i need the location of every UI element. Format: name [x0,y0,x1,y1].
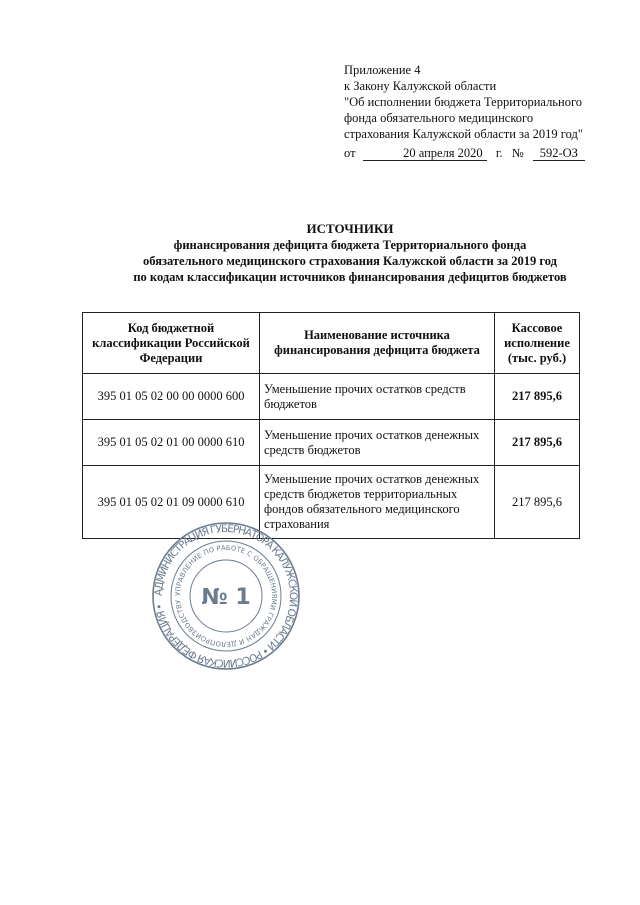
appendix-line: страхования Калужской области за 2019 год" [344,127,583,141]
page-title: ИСТОЧНИКИ [306,221,394,236]
cell-amount: 217 895,6 [495,466,580,539]
cell-amount: 217 895,6 [495,420,580,466]
column-header-name: Наименование источника финансирования дефицита бюджета [260,313,495,374]
cell-amount: 217 895,6 [495,374,580,420]
law-number: 592-ОЗ [533,146,585,161]
table-row [83,420,580,466]
number-sign: № [511,146,524,160]
heading-line: финансирования дефицита бюджета Территориального фонда [173,238,527,252]
appendix-line: Приложение 4 [344,63,421,77]
document-heading [100,221,600,285]
column-header-code: Код бюджетной классификации Российской Федерации [83,313,260,374]
heading-line: по кодам классификации источников финансирования дефицитов бюджетов [133,270,567,284]
cell-code: 395 01 05 02 01 09 0000 610 [83,466,260,539]
year-suffix: г. [495,146,503,160]
heading-line: обязательного медицинского страхования Калужской области за 2019 год [143,254,557,268]
appendix-block [344,62,614,142]
cell-code: 395 01 05 02 00 00 0000 600 [83,374,260,420]
stamp-number: № 1 [201,585,251,610]
official-stamp [150,520,302,672]
sources-table [82,312,580,539]
cell-name: Уменьшение прочих остатков денежных средств бюджетов [260,420,495,466]
law-date-number [344,145,585,161]
stamp-inner-text: УПРАВЛЕНИЕ ПО РАБОТЕ С ОБРАЩЕНИЯМИ ГРАЖДАН И ДЕЛОПРОИЗВОДСТВУ [173,543,279,649]
appendix-line: фонда обязательного медицинского [344,111,534,125]
stamp-outer-text: АДМИНИСТРАЦИЯ ГУБЕРНАТОРА КАЛУЖСКОЙ ОБЛАСТИ • РОССИЙСКАЯ ФЕДЕРАЦИЯ • [152,522,300,670]
appendix-line: к Закону Калужской области [344,79,497,93]
table-row [83,374,580,420]
table-header-row [83,313,580,374]
cell-name: Уменьшение прочих остатков денежных средств бюджетов территориальных фондов обязательного медицинского страхования [260,466,495,539]
cell-code: 395 01 05 02 01 00 0000 610 [83,420,260,466]
cell-name: Уменьшение прочих остатков средств бюджетов [260,374,495,420]
law-date: 20 апреля 2020 [363,146,487,161]
column-header-amount: Кассовое исполнение (тыс. руб.) [495,313,580,374]
appendix-line: "Об исполнении бюджета Территориального [344,95,583,109]
date-prefix: от [344,146,356,160]
